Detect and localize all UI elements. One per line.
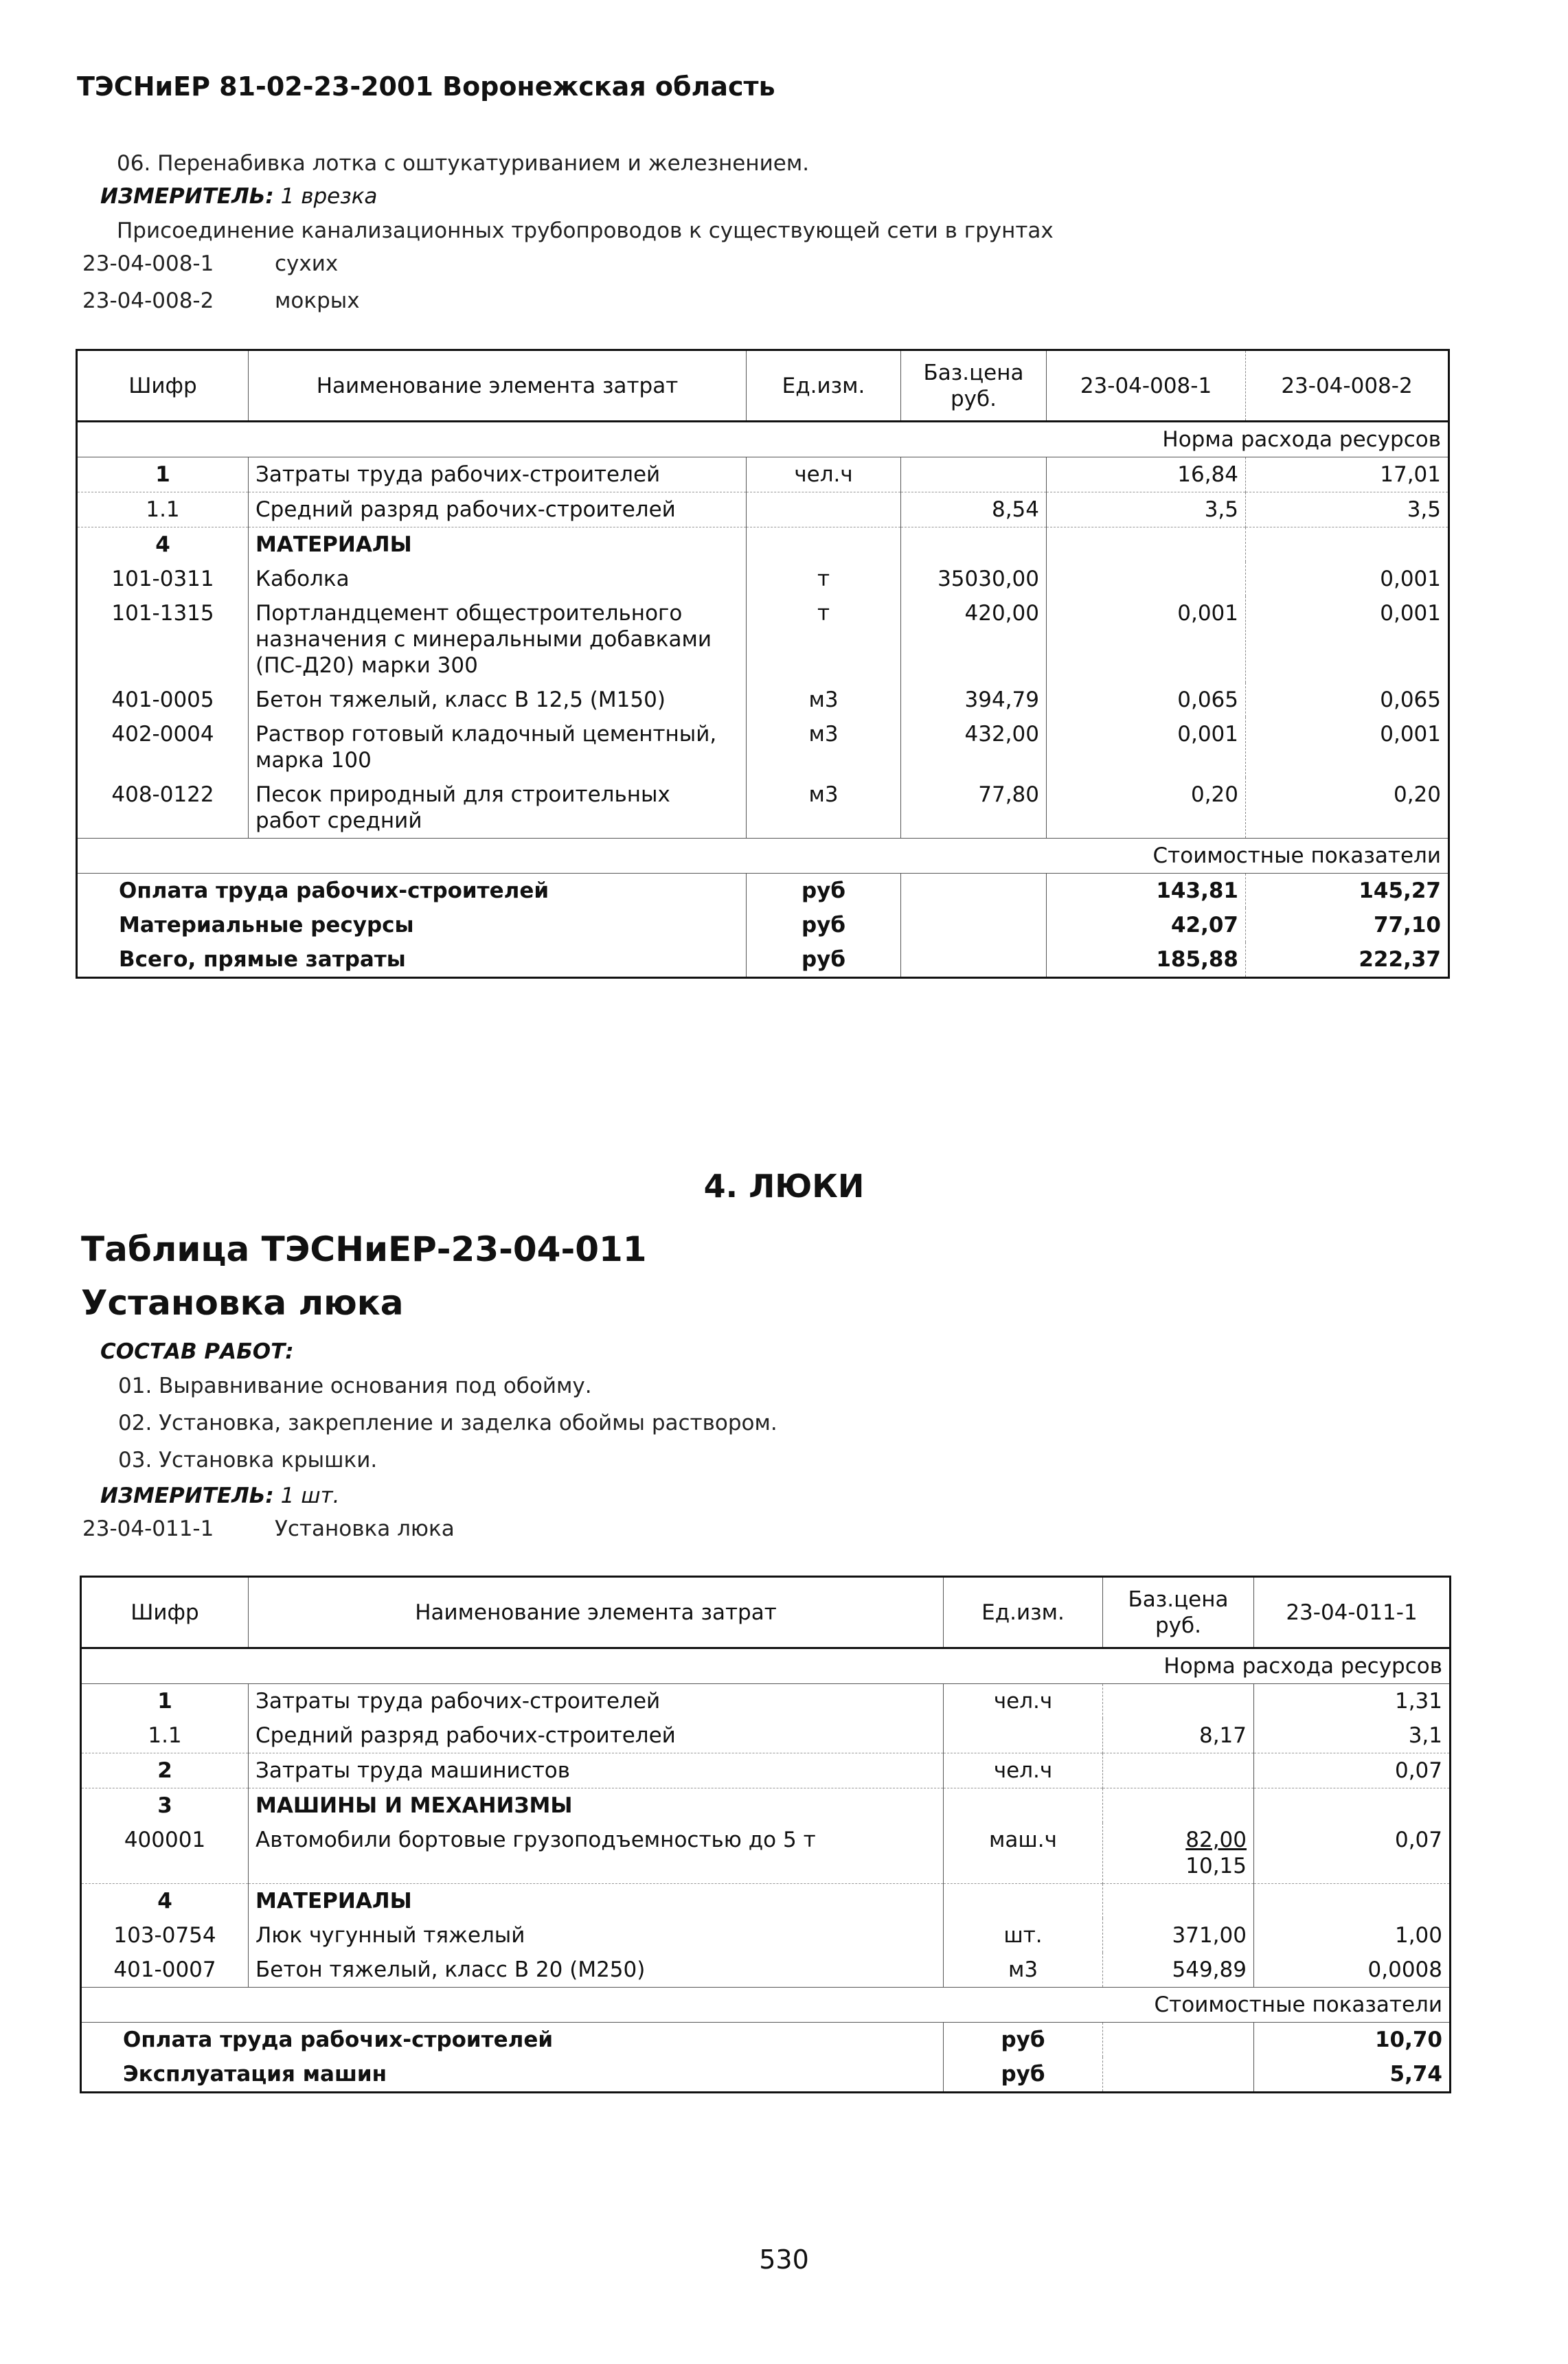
row-code: 4 [77,527,249,562]
row-price: 420,00 [901,596,1047,683]
header-price: Баз.цена руб. [1103,1577,1254,1648]
table-row [77,562,1449,596]
row-value-1 [1047,562,1246,596]
row-price: 432,00 [901,717,1047,777]
header-code: Шифр [77,350,249,422]
total-row [77,908,1449,942]
total-unit: руб [944,2023,1103,2058]
meter-label: ИЗМЕРИТЕЛЬ: [100,184,274,209]
table-row [81,1753,1451,1788]
table-row [81,1718,1451,1753]
row-code: 103-0754 [113,1923,216,1948]
table-row [77,683,1449,717]
code-name-1: сухих [275,251,339,276]
table-subtitle: Установка люка [81,1283,404,1323]
total-row [81,2057,1451,2093]
works-label-text: СОСТАВ РАБОТ: [100,1339,294,1364]
row-price: 394,79 [901,683,1047,717]
row-name: Бетон тяжелый, класс В 20 (М250) [249,1953,944,1988]
total-value-1: 185,88 [1047,942,1246,978]
table-row [81,1823,1451,1884]
row-name: Затраты труда рабочих-строителей [249,1684,944,1719]
row-value-1: 3,5 [1047,492,1246,527]
row-price: 549,89 [1103,1953,1254,1988]
header-col1: 23-04-008-1 [1047,350,1246,422]
row-price [1103,1753,1254,1788]
row-name: Средний разряд рабочих-строителей [249,492,747,527]
total-value-1: 5,74 [1254,2057,1451,2093]
row-value-1: 16,84 [1047,457,1246,492]
row-name: Затраты труда машинистов [249,1753,944,1788]
total-value-2: 77,10 [1246,908,1449,942]
row-name: МАШИНЫ И МЕХАНИЗМЫ [249,1788,944,1823]
row-name: Раствор готовый кладочный цементный, марка 100 [249,717,747,777]
meter-line [100,184,377,209]
code-line-1 [82,251,214,276]
total-row [77,874,1449,909]
total-unit: руб [747,874,901,909]
page-number: 530 [759,2244,809,2275]
row-price [1103,1823,1254,1884]
row-code: 1 [77,457,249,492]
header-col2: 23-04-008-2 [1246,350,1449,422]
row-name: Люк чугунный тяжелый [249,1918,944,1953]
row-price: 371,00 [1103,1918,1254,1953]
code-name-2: мокрых [275,288,360,313]
row-price [1103,1684,1254,1719]
header-price: Баз.цена руб. [901,350,1047,422]
total-name: Материальные ресурсы [119,913,414,937]
row-price-main: 82,00 [1185,1828,1247,1852]
row-unit [944,1718,1103,1753]
row-unit: чел.ч [944,1753,1103,1788]
total-name: Оплата труда рабочих-строителей [81,2023,944,2058]
row-code: 4 [81,1884,249,1919]
row-unit: м3 [747,717,901,777]
row-unit: чел.ч [944,1684,1103,1719]
table-description: Присоединение канализационных трубопроводов к существующей сети в грунтах [117,218,1054,243]
header-unit: Ед.изм. [944,1577,1103,1648]
total-value-1: 42,07 [1047,908,1246,942]
row-code: 400001 [124,1828,206,1852]
section-title: 4. ЛЮКИ [703,1168,865,1205]
row-value-2: 3,5 [1246,492,1449,527]
work-item-1: 01. Выравнивание основания под обойму. [118,1374,592,1398]
row-price: 8,54 [901,492,1047,527]
meter-label: ИЗМЕРИТЕЛЬ: [100,1484,274,1508]
row-code: 402-0004 [111,722,214,747]
row-unit: шт. [944,1918,1103,1953]
row-value-1: 0,001 [1047,717,1246,777]
row-value-1: 3,1 [1254,1718,1451,1753]
row-value-2: 0,001 [1246,562,1449,596]
row-name: Бетон тяжелый, класс В 12,5 (М150) [249,683,747,717]
row-value-2: 0,065 [1246,683,1449,717]
work-item-2: 02. Установка, закрепление и заделка обоймы раствором. [118,1411,777,1435]
table-row [77,777,1449,839]
row-unit [747,492,901,527]
resource-table-2 [80,1576,1451,2093]
row-unit: т [747,562,901,596]
row-value-1: 0,065 [1047,683,1246,717]
table-row [77,527,1449,562]
row-code: 2 [81,1753,249,1788]
row-unit: чел.ч [747,457,901,492]
row-value-1: 1,31 [1254,1684,1451,1719]
table-title: Таблица ТЭСНиЕР-23-04-011 [81,1229,647,1269]
table-row [77,596,1449,683]
table-row [81,1918,1451,1953]
cost-label: Стоимостные показатели [81,1988,1451,2023]
header-name: Наименование элемента затрат [249,1577,944,1648]
section-code: 23-04-011-1 [82,1516,214,1541]
header-name: Наименование элемента затрат [249,350,747,422]
row-value-1: 0,07 [1254,1823,1451,1884]
row-price-secondary: 10,15 [1185,1854,1247,1878]
row-value-1: 0,20 [1047,777,1246,839]
total-unit: руб [944,2057,1103,2093]
header-code: Шифр [81,1577,249,1648]
work-item: 06. Перенабивка лотка с оштукатуриванием и железнением. [117,151,810,176]
row-code: 1.1 [77,492,249,527]
total-value-2: 145,27 [1246,874,1449,909]
table-row [81,1684,1451,1719]
row-value-1: 0,0008 [1254,1953,1451,1988]
code-line-2 [82,288,214,313]
row-unit: м3 [944,1953,1103,1988]
row-code: 401-0007 [113,1957,216,1982]
section-code-name: Установка люка [275,1516,455,1541]
norm-label: Норма расхода ресурсов [1162,427,1441,452]
row-name: Средний разряд рабочих-строителей [249,1718,944,1753]
header-col1: 23-04-011-1 [1254,1577,1451,1648]
meter-value: 1 врезка [280,184,378,209]
total-value-1: 143,81 [1047,874,1246,909]
table-row [77,717,1449,777]
row-code: 1 [81,1684,249,1719]
row-value-2: 0,001 [1246,717,1449,777]
total-name: Эксплуатация машин [123,2062,387,2087]
row-code: 408-0122 [111,782,214,807]
row-price [901,457,1047,492]
total-unit: руб [747,942,901,978]
row-price: 77,80 [901,777,1047,839]
row-name: Портландцемент общестроительного назначения с минеральными добавками (ПС-Д20) марки 300 [249,596,747,683]
row-unit: м3 [747,683,901,717]
row-name: Автомобили бортовые грузоподъемностью до 5 т [249,1823,944,1884]
total-name: Оплата труда рабочих-строителей [77,874,747,909]
table-row [77,457,1449,492]
row-name: Каболка [249,562,747,596]
row-code: 1.1 [148,1723,182,1748]
table-row [81,1953,1451,1988]
row-name: Затраты труда рабочих-строителей [249,457,747,492]
table-row [77,492,1449,527]
document-title: ТЭСНиЕР 81-02-23-2001 Воронежская область [77,71,775,102]
row-unit: маш.ч [944,1823,1103,1884]
row-price: 8,17 [1103,1718,1254,1753]
row-code: 401-0005 [111,687,214,712]
row-value-1: 0,07 [1254,1753,1451,1788]
row-unit: м3 [747,777,901,839]
row-value-2: 17,01 [1246,457,1449,492]
row-code: 101-1315 [111,601,214,626]
total-row [81,2023,1451,2058]
meter-line-2 [100,1484,339,1508]
row-code: 101-0311 [111,567,214,591]
code: 23-04-008-2 [82,288,214,313]
total-value-1: 10,70 [1254,2023,1451,2058]
row-code: 3 [81,1788,249,1823]
total-value-2: 222,37 [1246,942,1449,978]
row-name: Песок природный для строительных работ средний [249,777,747,839]
row-value-1: 0,001 [1047,596,1246,683]
row-unit: т [747,596,901,683]
total-name: Всего, прямые затраты [119,947,406,972]
works-label [100,1339,294,1364]
table-row [81,1884,1451,1919]
code: 23-04-008-1 [82,251,214,276]
cost-label: Стоимостные показатели [77,839,1449,874]
resource-table-1 [76,349,1450,979]
row-value-1: 1,00 [1254,1918,1451,1953]
work-item-3: 03. Установка крышки. [118,1448,378,1473]
meter-value: 1 шт. [280,1484,340,1508]
row-value-2: 0,001 [1246,596,1449,683]
header-unit: Ед.изм. [747,350,901,422]
table-row [81,1788,1451,1823]
row-name: МАТЕРИАЛЫ [249,527,747,562]
row-name: МАТЕРИАЛЫ [249,1884,944,1919]
norm-label: Норма расхода ресурсов [1163,1654,1442,1679]
row-value-2: 0,20 [1246,777,1449,839]
total-row [77,942,1449,978]
total-unit: руб [747,908,901,942]
row-price: 35030,00 [901,562,1047,596]
